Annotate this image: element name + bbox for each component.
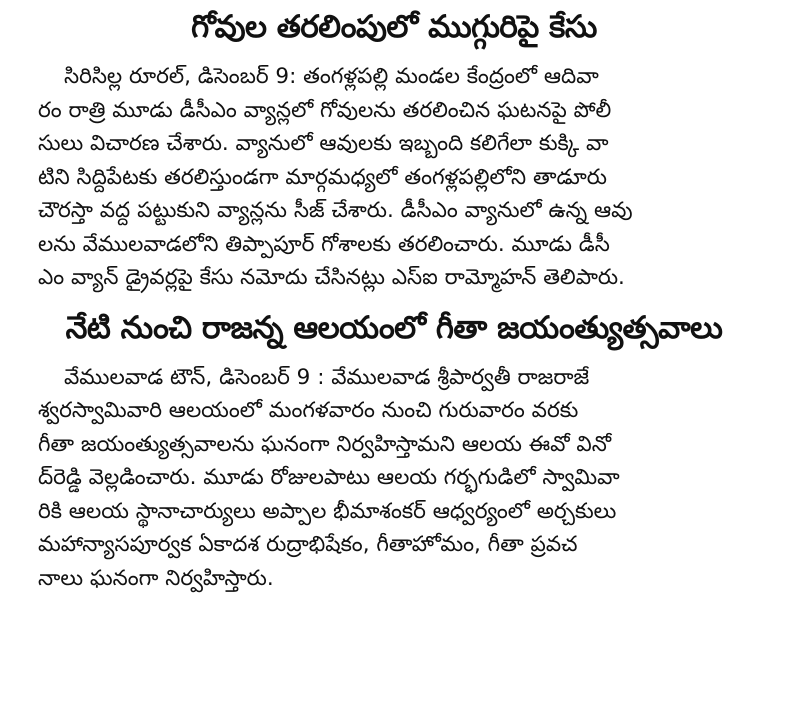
article-1-headline: గోవుల తరలింపులో ముగ్గురిపై కేసు	[191, 9, 597, 45]
article-1-line: సిరిసిల్ల రూరల్, డిసెంబర్ 9: తంగళ్లపల్లి మండల కేంద్రంలో ఆదివా	[64, 64, 599, 89]
article-1-line: ఎం వ్యాన్ డ్రైవర్లపై కేసు నమోదు చేసినట్లు ఎస్ఐ రామ్మోహన్ తెలిపారు.	[38, 265, 625, 290]
article-2-line: రికి ఆలయ స్థానాచార్యులు అప్పాల భీమాశంకర్ ఆధ్వర్యంలో అర్చకులు	[38, 498, 617, 524]
article-1-line: టిని సిద్దిపేటకు తరలిస్తుండగా మార్గమధ్యలో తంగళ్లపల్లిలోని తాడూరు	[38, 164, 607, 190]
article-2-headline: నేటి నుంచి రాజన్న ఆలయంలో గీతా జయంత్యుత్సవాలు	[65, 309, 723, 346]
article-2-line: గీతా జయంత్యుత్సవాలను ఘనంగా నిర్వహిస్తామని ఆలయ ఈవో వినో	[38, 431, 612, 457]
article-2-line: ద్‌రెడ్డి వెల్లడించారు. మూడు రోజులపాటు ఆలయ గర్భగుడిలో స్వామివా	[38, 465, 620, 490]
article-1-line: చౌరస్తా వద్ద పట్టుకుని వ్యాన్లను సీజ్ చేశారు. డీసీఎం వ్యానులో ఉన్న ఆవు	[38, 198, 633, 223]
article-2-body	[38, 361, 750, 596]
article-2-line: వేములవాడ టౌన్, డిసెంబర్ 9 : వేములవాడ శ్రీపార్వతీ రాజరాజే	[64, 364, 590, 390]
article-2-line: మహాన్యాసపూర్వక ఏకాదశ రుద్రాభిషేకం, గీతాహోమం, గీతా ప్రవచ	[38, 532, 578, 557]
article-1-line: సులు విచారణ చేశారు. వ్యానులో ఆవులకు ఇబ్బంది కలిగేలా కుక్కి వా	[38, 131, 609, 156]
article-1-line: లను వేములవాడలోని తిప్పాపూర్ గోశాలకు తరలించారు. మూడు డీసీ	[38, 231, 610, 257]
article-2-line: నాలు ఘనంగా నిర్వహిస్తారు.	[38, 565, 274, 591]
article-2-line: శ్వరస్వామివారి ఆలయంలో మంగళవారం నుంచి గురువారం వరకు	[38, 398, 579, 423]
article-1-body	[38, 60, 750, 295]
article-1-line: రం రాత్రి మూడు డీసీఎం వ్యాన్లలో గోవులను తరలించిన ఘటనపై పోలీ	[38, 97, 612, 123]
